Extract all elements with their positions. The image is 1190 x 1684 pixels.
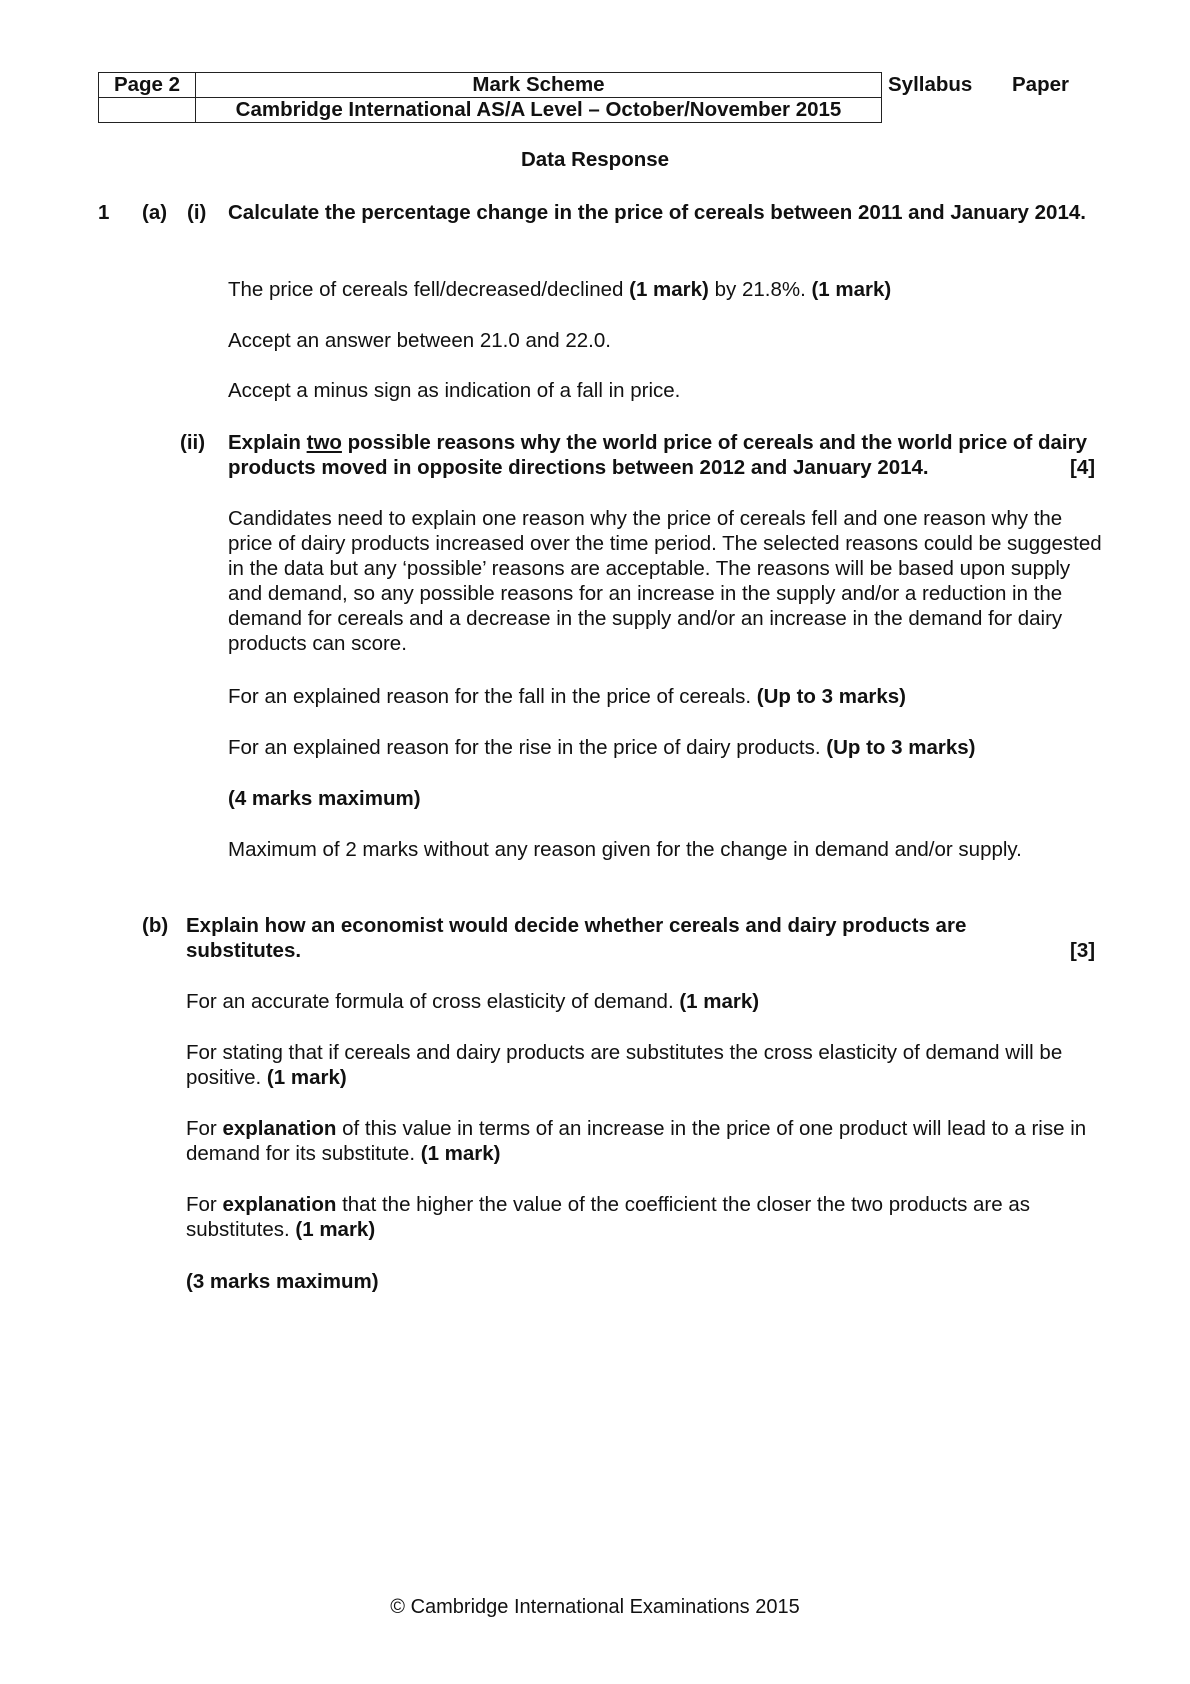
maximum-a-ii: (4 marks maximum) <box>228 787 421 810</box>
accept-note-1: Accept an answer between 21.0 and 22.0. <box>228 329 611 352</box>
point-a-ii-2-text: For an explained reason for the rise in the price of dairy products. <box>228 736 821 759</box>
point-b-3-pre: For <box>186 1117 217 1140</box>
section-title: Data Response <box>520 148 670 171</box>
point-b-1-mark: (1 mark) <box>679 990 760 1013</box>
point-b-4-bold: explanation <box>222 1193 337 1216</box>
point-a-ii-2 <box>228 735 1108 760</box>
part-a-label: (a) <box>142 201 168 224</box>
question-b: Explain how an economist would decide whether cereals and dairy products are substitutes. <box>186 914 967 962</box>
question-number: 1 <box>98 201 110 224</box>
marks-a-ii: [4] <box>1070 456 1096 479</box>
marks-b: [3] <box>1070 939 1096 962</box>
header-empty-cell <box>99 98 196 123</box>
accept-note-2: Accept a minus sign as indication of a fall in price. <box>228 379 681 402</box>
point-b-3 <box>186 1116 1102 1166</box>
part-a-i-label: (i) <box>187 201 207 224</box>
header-table <box>98 72 882 123</box>
point-b-4-text: that the higher the value of the coefficient the closer the two products are as substitutes. <box>186 1193 1031 1241</box>
header-title: Mark Scheme <box>196 73 882 98</box>
point-b-1-text: For an accurate formula of cross elasticity of demand. <box>186 990 674 1013</box>
point-b-2-text: For stating that if cereals and dairy products are substitutes the cross elasticity of demand will be positive. <box>186 1041 1063 1089</box>
point-b-3-bold: explanation <box>222 1117 337 1140</box>
paper-label: Paper <box>1012 73 1069 96</box>
answer-a-i <box>228 277 1108 302</box>
answer-a-i-text-2: by 21.8%. <box>714 278 806 301</box>
header-subtitle: Cambridge International AS/A Level – October/November 2015 <box>196 98 882 123</box>
question-a-ii-underlined: two <box>306 431 342 454</box>
point-b-4-mark: (1 mark) <box>295 1218 376 1241</box>
footer-copyright: © Cambridge International Examinations 2015 <box>390 1596 800 1618</box>
note-a-ii: Maximum of 2 marks without any reason given for the change in demand and/or supply. <box>228 838 1022 861</box>
point-b-2-mark: (1 mark) <box>266 1066 347 1089</box>
answer-a-i-mark-2: (1 mark) <box>811 278 892 301</box>
point-a-ii-1-text: For an explained reason for the fall in the price of cereals. <box>228 685 752 708</box>
page-number: Page 2 <box>99 73 196 98</box>
maximum-b: (3 marks maximum) <box>186 1270 379 1293</box>
point-b-3-mark: (1 mark) <box>420 1142 501 1165</box>
part-b-label: (b) <box>142 914 169 937</box>
point-b-3-text: of this value in terms of an increase in the price of one product will lead to a rise in demand for its substitute. <box>186 1117 1087 1165</box>
point-b-4 <box>186 1192 1102 1242</box>
point-b-4-pre: For <box>186 1193 217 1216</box>
point-b-1 <box>186 989 1102 1014</box>
point-b-2 <box>186 1040 1102 1090</box>
point-a-ii-1 <box>228 684 1108 709</box>
question-a-ii <box>228 430 1100 480</box>
guidance-a-ii: Candidates need to explain one reason why the price of cereals fell and one reason why the price of dairy products increased over the time period. The selected reasons could be suggested in the data but any ‘possible’ reasons are acceptable. The reasons will be based upon supply and demand, so any possible reasons for an increase in the supply and/or a reduction in the demand for cereals and a decrease in the supply and/or an increase in the demand for dairy products can score. <box>228 507 1102 655</box>
answer-a-i-text-1: The price of cereals fell/decreased/declined <box>228 278 624 301</box>
question-a-ii-post: possible reasons why the world price of cereals and the world price of dairy products moved in opposite directions between 2012 and January 2014. <box>228 431 1087 479</box>
syllabus-label: Syllabus <box>888 73 973 96</box>
point-a-ii-2-mark: (Up to 3 marks) <box>826 736 976 759</box>
part-a-ii-label: (ii) <box>180 431 206 454</box>
point-a-ii-1-mark: (Up to 3 marks) <box>756 685 906 708</box>
question-a-ii-pre: Explain <box>228 431 301 454</box>
question-a-i: Calculate the percentage change in the price of cereals between 2011 and January 2014. <box>228 201 1086 224</box>
answer-a-i-mark-1: (1 mark) <box>629 278 709 301</box>
